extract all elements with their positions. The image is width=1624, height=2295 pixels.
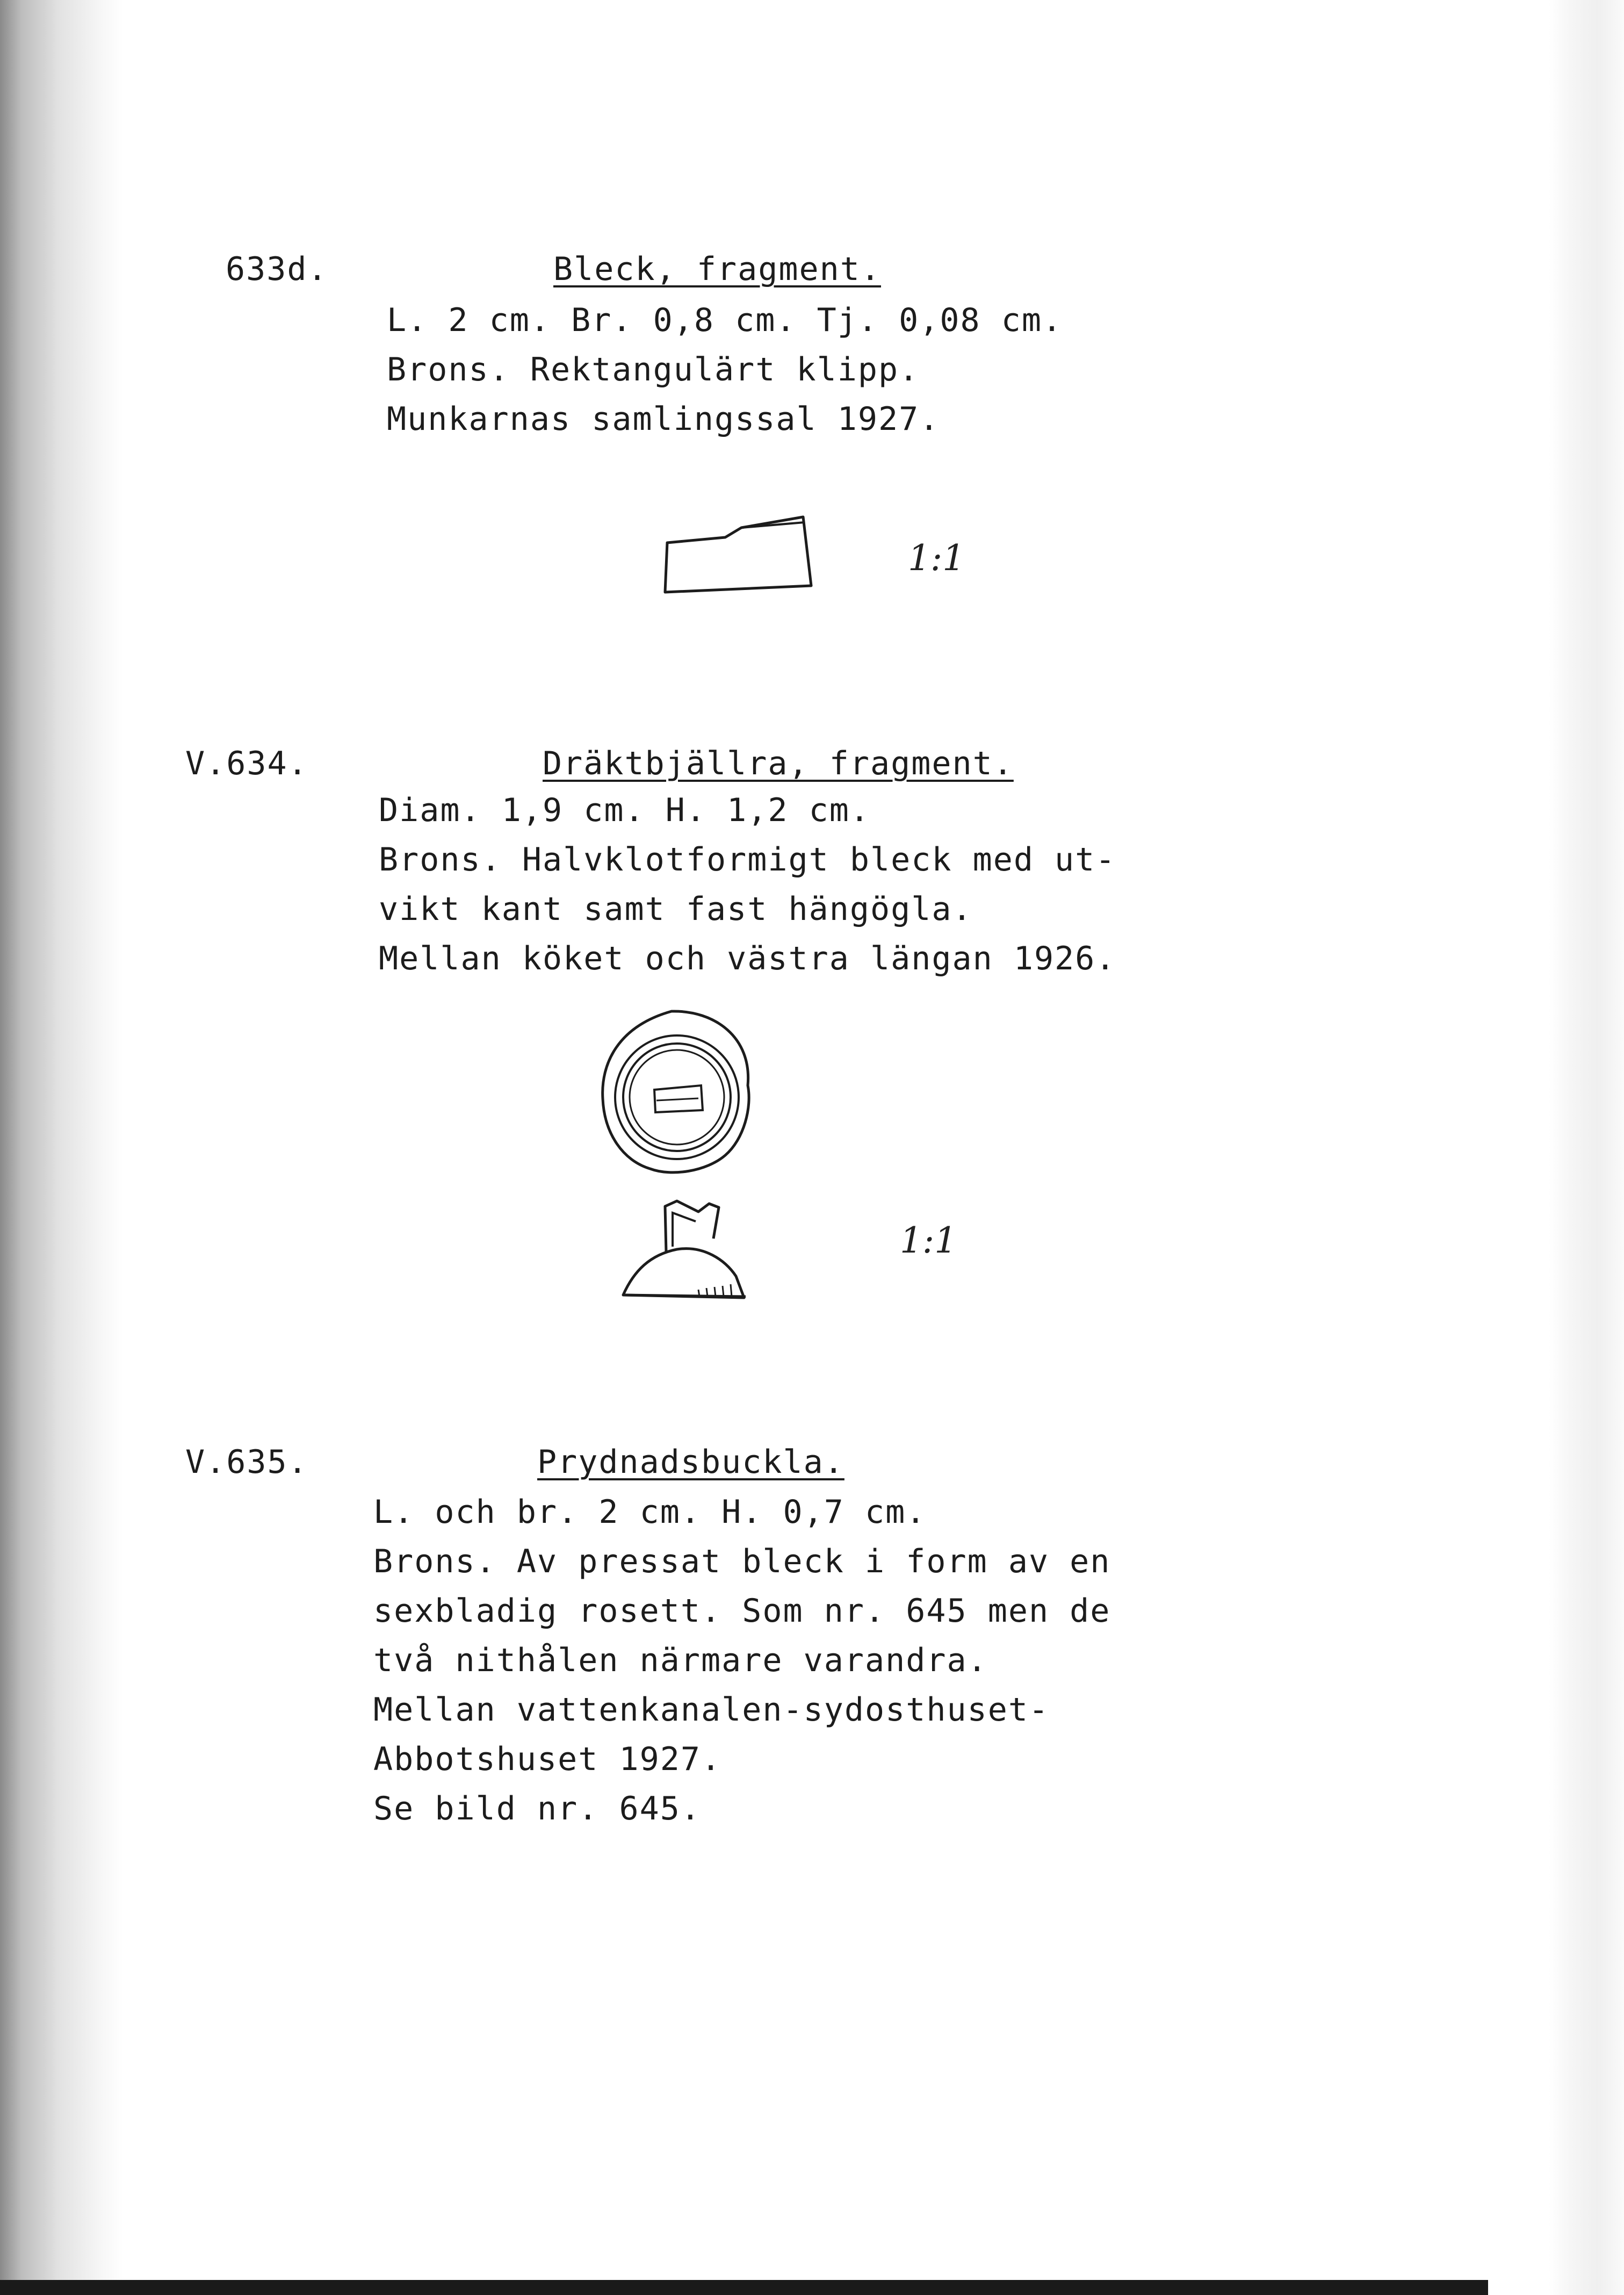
scan-shadow-left [0,0,124,2295]
entry-title: Bleck, fragment. [553,250,881,288]
scale-label: 1:1 [908,537,965,579]
entry-line: Abbotshuset 1927. [373,1740,722,1778]
entry-line: Diam. 1,9 cm. H. 1,2 cm. [379,792,870,829]
entry-line: Mellan köket och västra längan 1926. [379,940,1116,977]
entry-number: V.635. [185,1443,308,1481]
sheet-fragment-drawing [661,510,822,602]
entry-line: sexbladig rosett. Som nr. 645 men de [373,1592,1111,1630]
entry-line: Se bild nr. 645. [373,1790,701,1828]
bell-top-view-drawing [591,1005,768,1182]
entry-line: Munkarnas samlingssal 1927. [387,400,940,438]
entry-number: 633d. [226,250,328,288]
entry-line: Brons. Halvklotformigt bleck med ut- [379,841,1116,879]
scan-edge-bottom [0,2280,1488,2295]
entry-line: Brons. Av pressat bleck i form av en [373,1543,1111,1580]
bell-side-view-drawing [618,1196,757,1303]
entry-line: Mellan vattenkanalen-sydosthuset- [373,1691,1050,1729]
entry-title: Prydnadsbuckla. [537,1443,845,1481]
entry-line: L. och br. 2 cm. H. 0,7 cm. [373,1493,927,1531]
entry-number: V.634. [185,745,308,782]
entry-line: Brons. Rektangulärt klipp. [387,351,920,389]
scan-edge-right [1463,0,1624,2295]
entry-line: vikt kant samt fast hängögla. [379,890,973,928]
entry-title: Dräktbjällra, fragment. [543,745,1014,782]
scale-label: 1:1 [900,1220,957,1261]
entry-line: två nithålen närmare varandra. [373,1642,988,1679]
entry-line: L. 2 cm. Br. 0,8 cm. Tj. 0,08 cm. [387,301,1063,339]
